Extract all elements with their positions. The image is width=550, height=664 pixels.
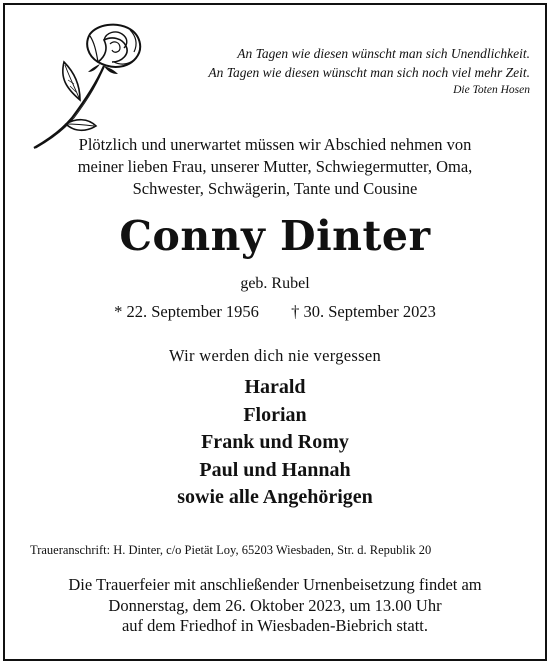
quote-block — [170, 44, 530, 99]
ceremony-line-2: Donnerstag, dem 26. Oktober 2023, um 13.00 Uhr — [108, 595, 442, 615]
birth-date: * 22. September 1956 — [114, 302, 259, 321]
intro-line-2: meiner lieben Frau, unserer Mutter, Schwiegermutter, Oma, — [77, 157, 473, 176]
mourner: Frank und Romy — [201, 431, 349, 453]
mourners-list — [6, 374, 544, 512]
mourning-address: Traueranschrift: H. Dinter, c/o Pietät Loy, 65203 Wiesbaden, Str. d. Republik 20 — [30, 543, 432, 557]
intro-line-1: Plötzlich und unerwartet müssen wir Abschied nehmen von — [78, 135, 472, 154]
rose-icon — [26, 22, 146, 150]
ceremony-line-3: auf dem Friedhof in Wiesbaden-Biebrich statt. — [121, 616, 429, 635]
maiden-name: geb. Rubel — [240, 275, 310, 292]
mourner: Florian — [243, 403, 307, 426]
mourner: Harald — [244, 376, 306, 398]
motto: Wir werden dich nie vergessen — [168, 346, 382, 365]
intro-line-3: Schwester, Schwägerin, Tante und Cousine — [132, 179, 418, 198]
quote-line-2: An Tagen wie diesen wünscht man sich noch viel mehr Zeit. — [208, 65, 530, 80]
intro-text — [6, 134, 544, 200]
death-date: † 30. September 2023 — [291, 302, 436, 321]
ceremony-info — [6, 575, 544, 637]
deceased-name: Conny Dinter — [119, 212, 431, 260]
quote-line-1: An Tagen wie diesen wünscht man sich Unendlichkeit. — [237, 46, 530, 61]
life-dates — [6, 302, 544, 322]
mourner: Paul und Hannah — [199, 458, 351, 481]
ceremony-line-1: Die Trauerfeier mit anschließender Urnenbeisetzung findet am — [68, 575, 482, 594]
quote-author: Die Toten Hosen — [453, 84, 530, 96]
mourner: sowie alle Angehörigen — [177, 486, 373, 508]
